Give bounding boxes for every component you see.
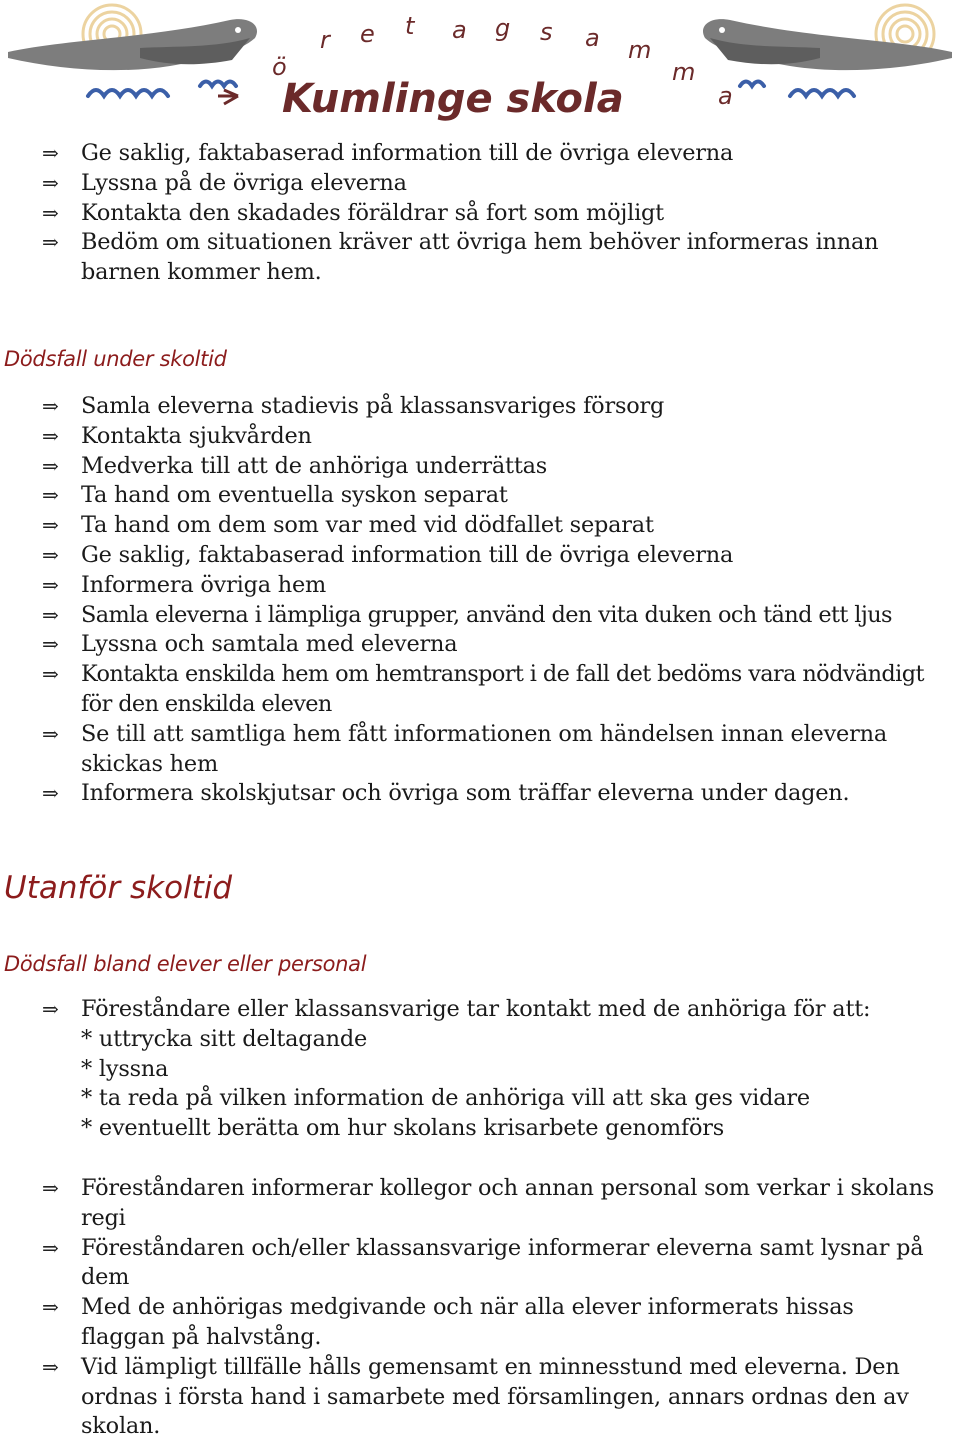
sub-item: * lyssna [81, 1055, 169, 1082]
list-item: ⇒ Informera övriga hem [0, 571, 960, 601]
section-heading-death-students-staff: Dödsfall bland elever eller personal [4, 952, 367, 976]
list-item: ⇒ Ta hand om dem som var med vid dödfallet separat [0, 511, 960, 541]
sub-item: * ta reda på vilken information de anhöriga vill att ska ges vidare [81, 1085, 810, 1112]
arrow-icon: ⇒ [42, 423, 59, 448]
arrow-icon: ⇒ [42, 572, 59, 597]
svg-text:m: m [672, 58, 696, 86]
arrow-icon: ⇒ [42, 513, 59, 538]
arrow-icon: ⇒ [42, 394, 59, 418]
list-item: ⇒ Vid lämpligt tillfälle hålls gemensamt en minnesstund med eleverna. Den ordnas i första hand i samarbete med församlingen, annars ordnas den av skolan. [42, 1353, 909, 1440]
list-item: ⇒ Kontakta den skadades föräldrar så fort som möjligt [0, 199, 960, 229]
list-item: ⇒ Ta hand om eventuella syskon separat [0, 481, 960, 511]
svg-text:ö: ö [272, 53, 287, 81]
list-item: ⇒ Se till att samtliga hem fått informationen om händelsen innan eleverna skickas hem [42, 720, 887, 777]
arrow-icon: ⇒ [42, 1295, 59, 1320]
list-item: ⇒ Föreståndaren och/eller klassansvarige informerar eleverna samt lysnar på dem [42, 1234, 924, 1291]
arrow-icon: ⇒ [42, 721, 59, 746]
svg-text:t: t [405, 12, 415, 40]
list-item: ⇒ Ge saklig, faktabaserad information till de övriga eleverna [0, 541, 960, 571]
waves-right [740, 82, 854, 97]
section-heading-death-school-time: Dödsfall under skoltid [4, 347, 227, 371]
intro-action-list [0, 139, 960, 288]
list-item: ⇒ Ge saklig, faktabaserad information till de övriga eleverna [0, 139, 960, 169]
contact-relatives-list [0, 995, 960, 1144]
list-item: ⇒ Kontakta sjukvården [0, 422, 960, 452]
svg-text:s: s [540, 18, 553, 46]
logo-flourish [218, 90, 238, 104]
arrow-icon: ⇒ [42, 632, 59, 657]
svg-text:g: g [495, 14, 511, 42]
list-item: ⇒ Föreståndare eller klassansvarige tar kontakt med de anhöriga för att: * uttrycka sitt deltagande * lyssna * ta reda på vilken information de anhöriga vill att ska ges vidare * eventuellt berätta om hur skolans krisarbete genomförs [0, 995, 960, 1144]
list-item: ⇒ Föreståndaren informerar kollegor och annan personal som verkar i skolans regi [42, 1175, 935, 1231]
arrow-icon: ⇒ [42, 200, 59, 225]
svg-text:a: a [718, 82, 733, 110]
sub-item: * eventuellt berätta om hur skolans krisarbete genomförs [81, 1115, 725, 1142]
arrow-icon: ⇒ [42, 542, 59, 567]
arrow-icon: ⇒ [42, 997, 59, 1021]
arrow-icon: ⇒ [42, 602, 59, 627]
list-item: ⇒ Medverka till att de anhöriga underrättas [0, 452, 960, 482]
arrow-icon: ⇒ [42, 483, 59, 508]
svg-text:r: r [320, 26, 330, 54]
arrow-icon: ⇒ [42, 453, 59, 478]
after-contact-action-list [0, 1174, 960, 1442]
arrow-icon: ⇒ [42, 141, 59, 165]
arrow-icon: ⇒ [42, 230, 59, 255]
list-item: ⇒ Informera skolskjutsar och övriga som träffar eleverna under dagen. [0, 779, 960, 809]
list-item: ⇒ Lyssna och samtala med eleverna [0, 630, 960, 660]
arrow-icon: ⇒ [42, 1354, 59, 1379]
list-item: ⇒ Lyssna på de övriga eleverna [0, 169, 960, 199]
svg-text:a: a [452, 16, 467, 44]
svg-text:a: a [585, 24, 600, 52]
svg-text:e: e [360, 20, 375, 48]
list-item: ⇒ Samla eleverna stadievis på klassansvariges försorg [0, 392, 960, 422]
svg-text:m: m [628, 36, 652, 64]
sub-item: * uttrycka sitt deltagande [81, 1025, 367, 1052]
list-item: ⇒ Med de anhörigas medgivande och när alla elever informerats hissas flaggan på halvstång. [42, 1294, 854, 1350]
arrow-icon: ⇒ [42, 1235, 59, 1260]
logo-text: Kumlinge skola [282, 76, 624, 122]
header-banner [0, 0, 960, 135]
arrow-icon: ⇒ [42, 1176, 59, 1200]
arrow-icon: ⇒ [42, 781, 59, 806]
waves-left [88, 82, 236, 97]
arrow-icon: ⇒ [42, 170, 59, 195]
kumlinge-skola-logo [0, 0, 960, 135]
arrow-icon: ⇒ [42, 662, 59, 687]
list-item: ⇒ Samla eleverna i lämpliga grupper, använd den vita duken och tänd ett ljus [0, 601, 960, 631]
school-time-action-list [0, 392, 960, 809]
section-heading-outside-school-time: Utanför skoltid [4, 870, 233, 906]
list-item: ⇒ Bedöm om situationen kräver att övriga hem behöver informeras innan barnen kommer hem. [42, 229, 879, 286]
list-item: ⇒ Kontakta enskilda hem om hemtransport i de fall det bedöms vara nödvändigt för den enskilda eleven [42, 661, 924, 717]
